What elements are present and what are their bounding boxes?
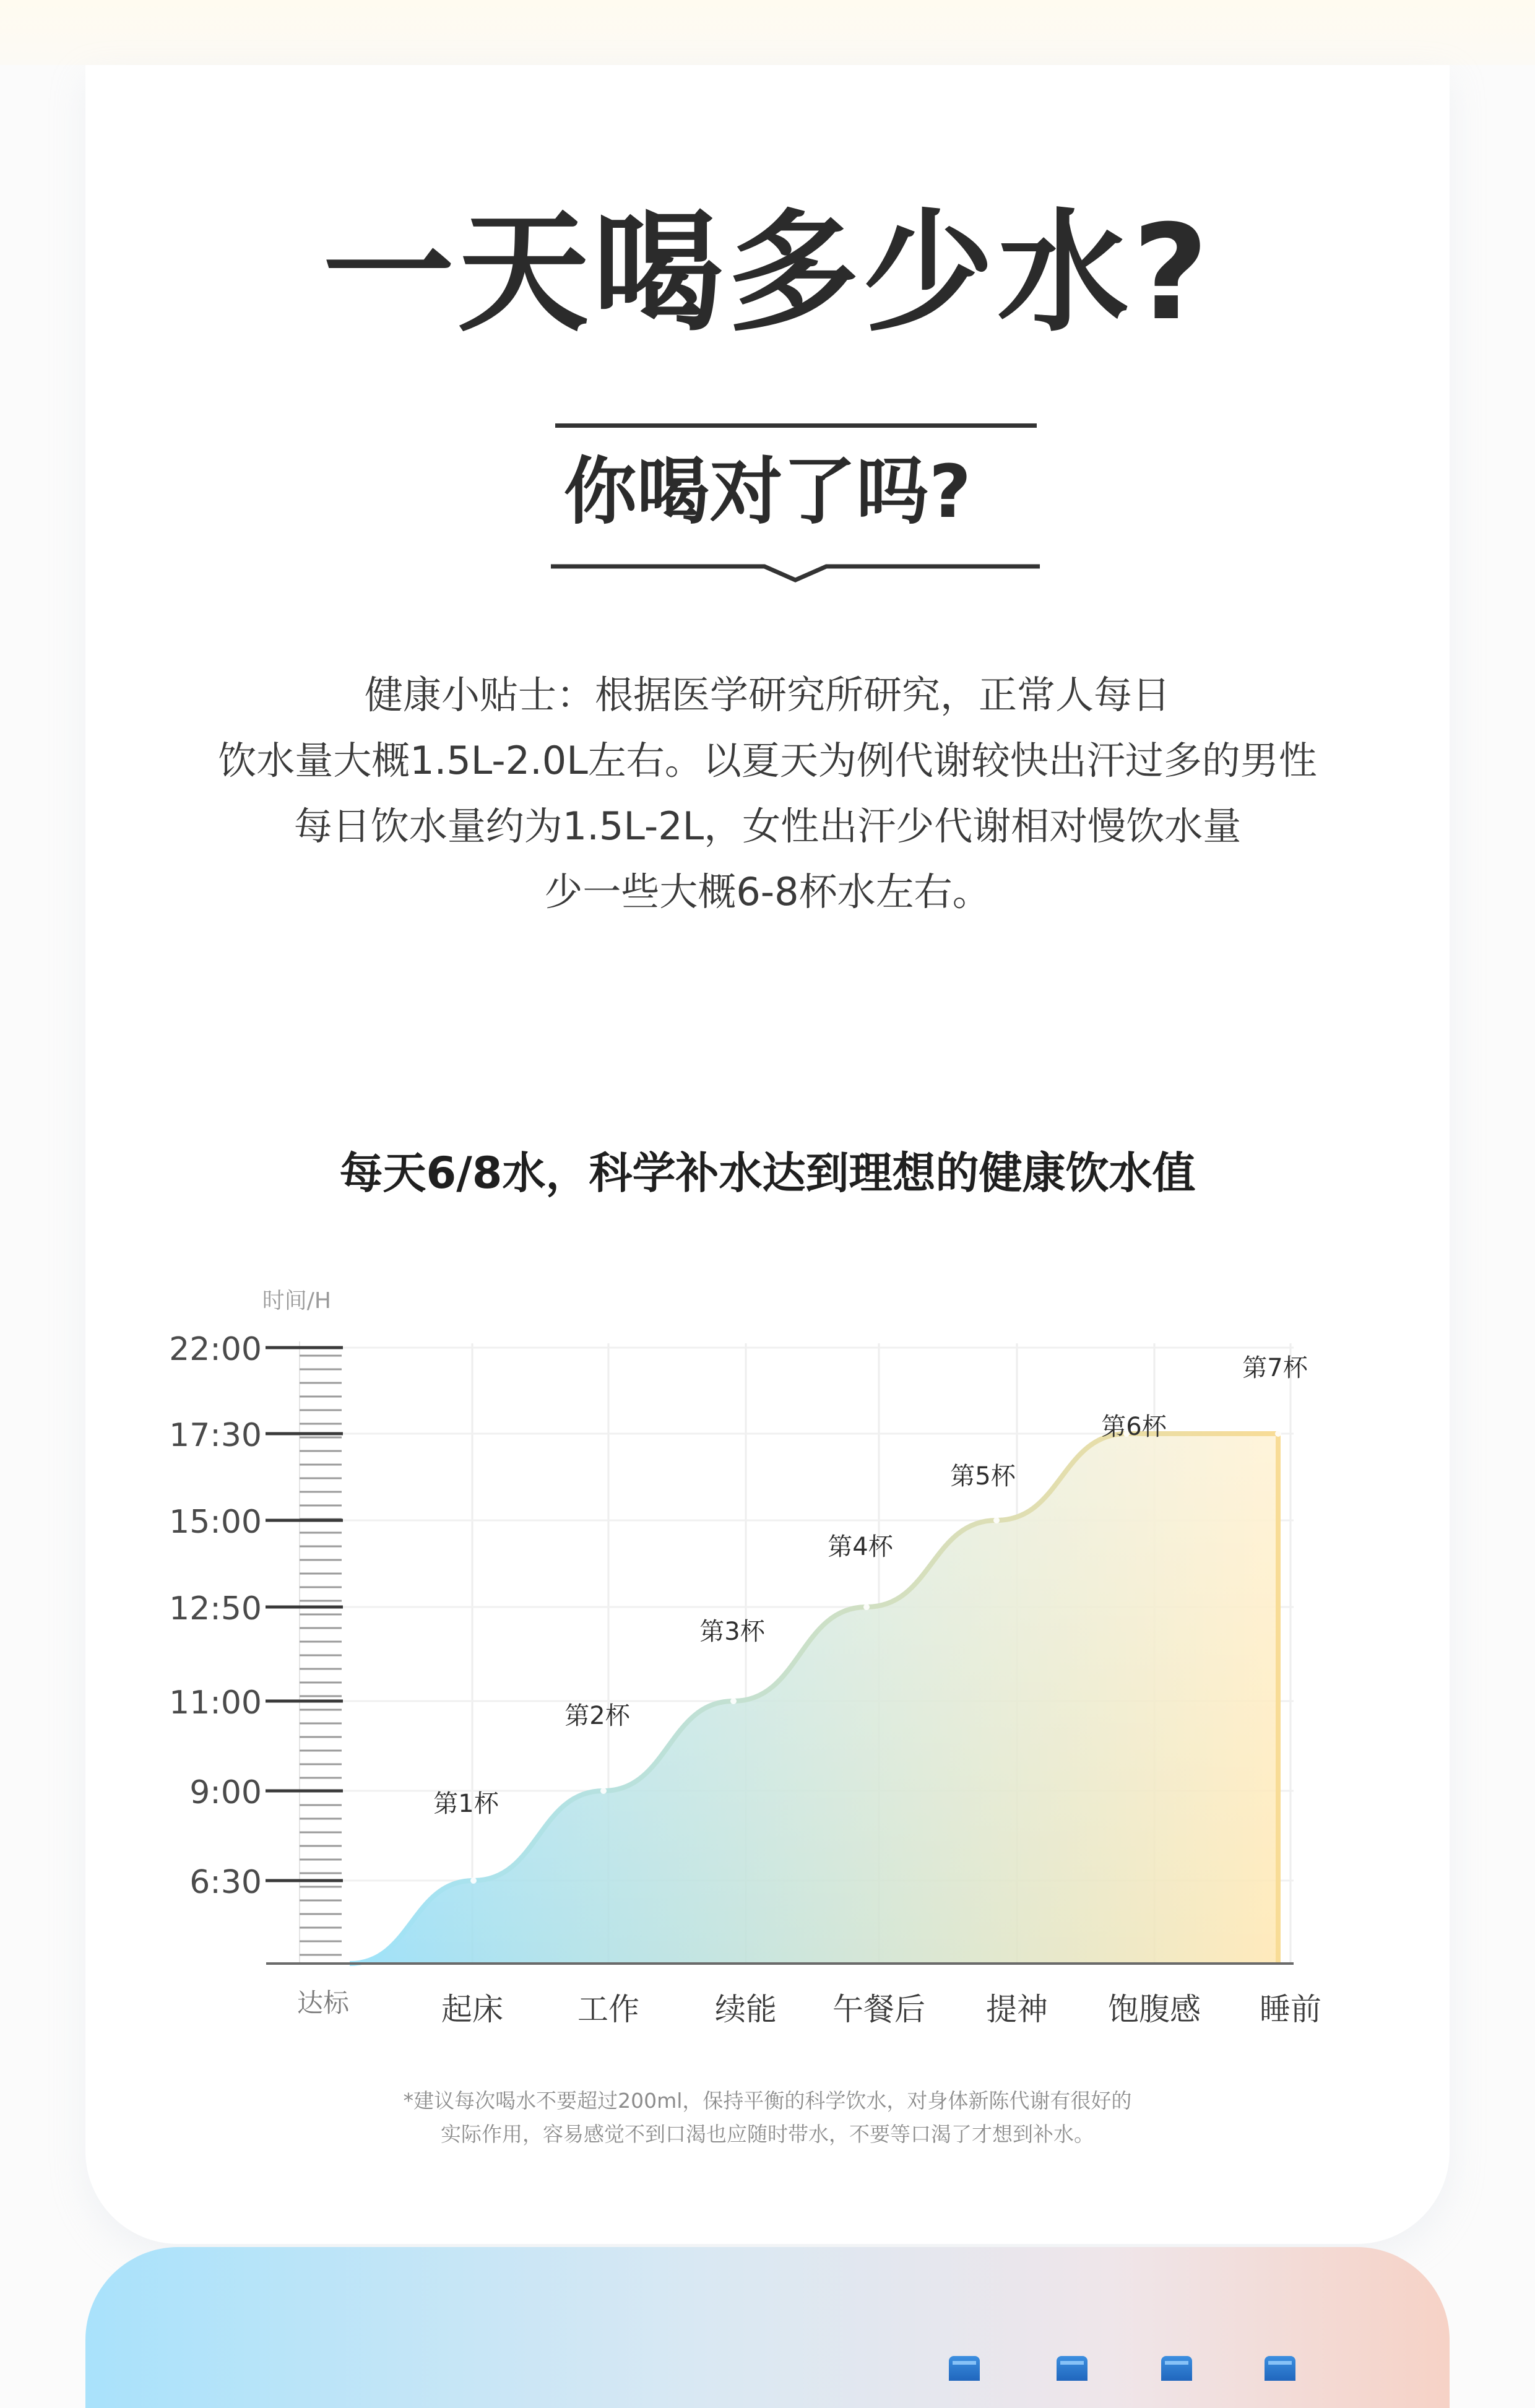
page-title: 一天喝多少水? xyxy=(322,196,1213,349)
water-schedule-chart xyxy=(0,1263,1535,2068)
x-tick-label: 饱腹感 xyxy=(1108,1991,1201,2027)
y-axis-title: 时间/H xyxy=(262,1288,331,1314)
footnote-line: *建议每次喝水不要超过200ml，保持平衡的科学饮水，对身体新陈代谢有很好的 xyxy=(403,2089,1132,2113)
x-origin-label: 达标 xyxy=(296,1988,350,2018)
cup-point-label: 第1杯 xyxy=(433,1790,499,1818)
footnote xyxy=(0,2084,1535,2151)
chart-data-point xyxy=(993,1517,1000,1523)
cup-point-label: 第3杯 xyxy=(699,1618,765,1646)
y-tick-label: 9:00 xyxy=(189,1774,262,1811)
x-tick-label: 工作 xyxy=(577,1991,639,2027)
promo-banner xyxy=(85,2247,1450,2408)
chart-data-point xyxy=(470,1877,477,1884)
page-subtitle: 你喝对了吗? xyxy=(563,449,972,534)
y-tick-label: 17:30 xyxy=(169,1417,262,1454)
tip-line: 健康小贴士：根据医学研究所研究，正常人每日 xyxy=(364,672,1170,717)
water-bottle-icon xyxy=(1265,2356,1295,2381)
health-tips xyxy=(0,662,1535,925)
x-tick-label: 午餐后 xyxy=(832,1991,925,2027)
tip-line: 饮水量大概1.5L-2.0L左右。以夏天为例代谢较快出汗过多的男性 xyxy=(218,738,1317,783)
water-bottle-icon xyxy=(1161,2356,1192,2381)
chart-data-point xyxy=(730,1698,737,1704)
title-rule-top xyxy=(555,423,1037,428)
y-tick-label: 12:50 xyxy=(169,1590,262,1627)
tip-line: 每日饮水量约为1.5L-2L，女性出汗少代谢相对慢饮水量 xyxy=(293,803,1242,849)
x-tick-label: 起床 xyxy=(441,1991,503,2027)
y-tick-label: 11:00 xyxy=(169,1684,262,1722)
top-band xyxy=(0,0,1535,65)
chart-data-point xyxy=(863,1604,870,1610)
tip-line: 少一些大概6-8杯水左右。 xyxy=(544,869,991,914)
y-tick-label: 15:00 xyxy=(169,1504,262,1541)
water-bottle-icon xyxy=(1057,2356,1087,2381)
chart-title: 每天6/8水，科学补水达到理想的健康饮水值 xyxy=(339,1148,1196,1198)
water-bottle-icon xyxy=(949,2356,980,2381)
cup-point-label: 第4杯 xyxy=(828,1533,893,1561)
y-tick-label: 6:30 xyxy=(189,1864,262,1901)
title-rule-bottom xyxy=(551,559,1040,584)
footnote-line: 实际作用，容易感觉不到口渴也应随时带水，不要等口渴了才想到补水。 xyxy=(441,2122,1094,2146)
x-tick-label: 提神 xyxy=(986,1991,1048,2027)
cup-point-label: 第6杯 xyxy=(1101,1413,1167,1441)
chart-area-highlight xyxy=(350,1434,1278,1964)
cup-point-label: 第7杯 xyxy=(1242,1354,1308,1382)
x-tick-label: 睡前 xyxy=(1260,1991,1321,2027)
x-tick-label: 续能 xyxy=(715,1991,777,2027)
cup-point-label: 第2杯 xyxy=(564,1702,630,1730)
chart-data-point xyxy=(1275,1431,1281,1437)
chart-data-point xyxy=(600,1788,607,1794)
cup-point-label: 第5杯 xyxy=(950,1462,1016,1491)
y-tick-label: 22:00 xyxy=(169,1331,262,1368)
